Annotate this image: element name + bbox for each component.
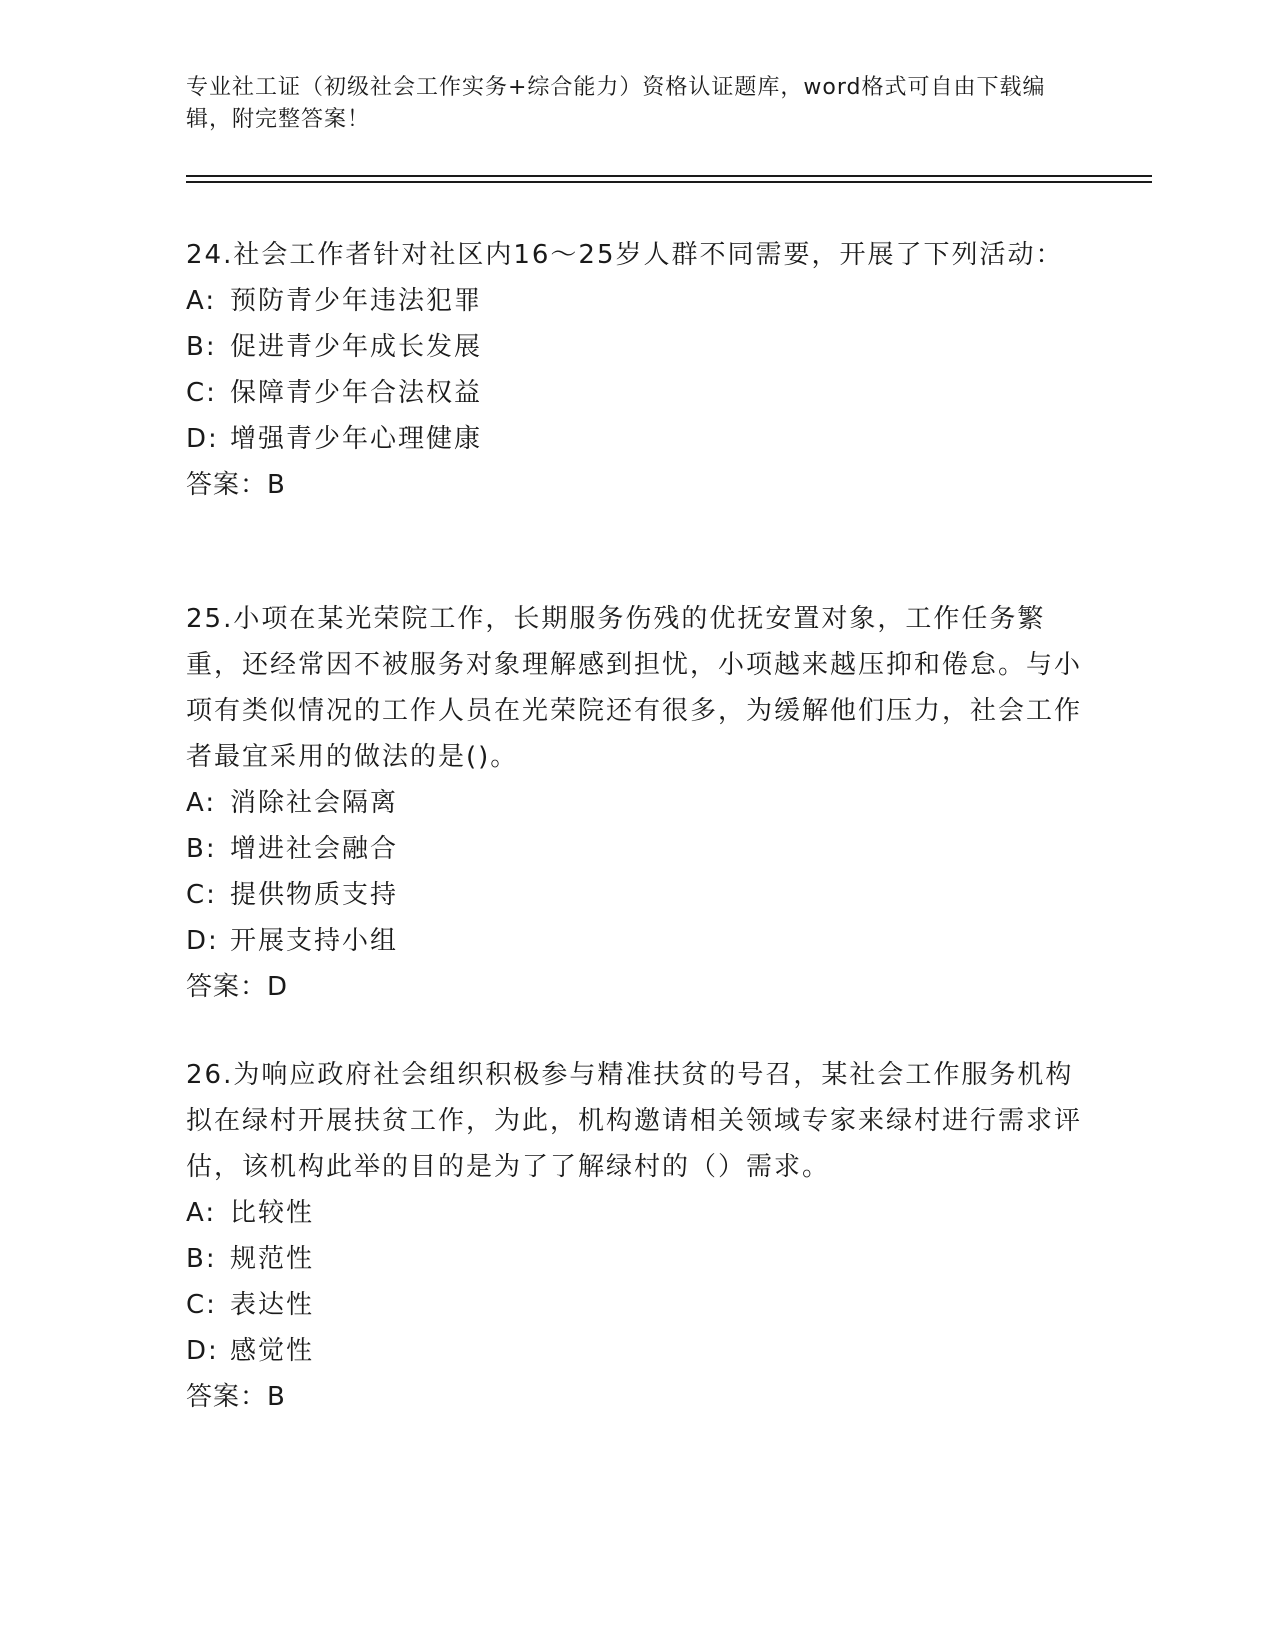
option-text: 表达性: [230, 1290, 315, 1320]
question-stem: 25.小项在某光荣院工作，长期服务伤残的优抚安置对象，工作任务繁重，还经常因不被服务对象理解感到担忧，小项越来越压抑和倦怠。与小项有类似情况的工作人员在光荣院还有很多，为缓解他们压力，社会工作者最宜采用的做法的是()。: [186, 604, 1083, 772]
option-text: 预防青少年违法犯罪: [230, 286, 483, 316]
answer-line: 答案：B: [186, 470, 286, 500]
option-key: B:: [186, 332, 217, 362]
option-a: [186, 278, 1086, 324]
option-key: C:: [186, 1290, 217, 1320]
option-text: 感觉性: [230, 1336, 315, 1366]
question-24: [186, 232, 1086, 508]
option-d: [186, 918, 1086, 964]
header-divider-top: [186, 175, 1152, 177]
option-c: [186, 872, 1086, 918]
option-text: 提供物质支持: [230, 880, 399, 910]
option-key: A:: [186, 286, 217, 316]
header-divider-bottom: [186, 181, 1152, 183]
option-b: [186, 324, 1086, 370]
option-text: 促进青少年成长发展: [230, 332, 483, 362]
option-key: A:: [186, 788, 217, 818]
question-stem: 24.社会工作者针对社区内16～25岁人群不同需要，开展了下列活动：: [186, 240, 1064, 270]
option-b: [186, 826, 1086, 872]
option-d: [186, 416, 1086, 462]
option-key: D:: [186, 926, 219, 956]
option-key: C:: [186, 378, 217, 408]
answer-line: 答案：B: [186, 1382, 286, 1412]
option-text: 比较性: [230, 1198, 315, 1228]
option-text: 增强青少年心理健康: [230, 424, 483, 454]
option-text: 增进社会融合: [230, 834, 399, 864]
answer-line: 答案：D: [186, 972, 289, 1002]
document-header: 专业社工证（初级社会工作实务+综合能力）资格认证题库，word格式可自由下载编辑，附完整答案！: [186, 75, 1046, 132]
option-c: [186, 370, 1086, 416]
option-text: 消除社会隔离: [230, 788, 399, 818]
option-key: C:: [186, 880, 217, 910]
option-b: [186, 1236, 1086, 1282]
question-stem: 26.为响应政府社会组织积极参与精准扶贫的号召，某社会工作服务机构拟在绿村开展扶贫工作，为此，机构邀请相关领域专家来绿村进行需求评估，该机构此举的目的是为了了解绿村的（）需求。: [186, 1060, 1083, 1182]
option-key: B:: [186, 834, 217, 864]
option-text: 规范性: [230, 1244, 315, 1274]
option-key: D:: [186, 1336, 219, 1366]
question-25: [186, 596, 1086, 1010]
option-text: 保障青少年合法权益: [230, 378, 483, 408]
question-26: [186, 1052, 1086, 1420]
option-d: [186, 1328, 1086, 1374]
option-key: A:: [186, 1198, 217, 1228]
option-a: [186, 780, 1086, 826]
option-a: [186, 1190, 1086, 1236]
option-c: [186, 1282, 1086, 1328]
option-key: D:: [186, 424, 219, 454]
option-text: 开展支持小组: [230, 926, 399, 956]
option-key: B:: [186, 1244, 217, 1274]
